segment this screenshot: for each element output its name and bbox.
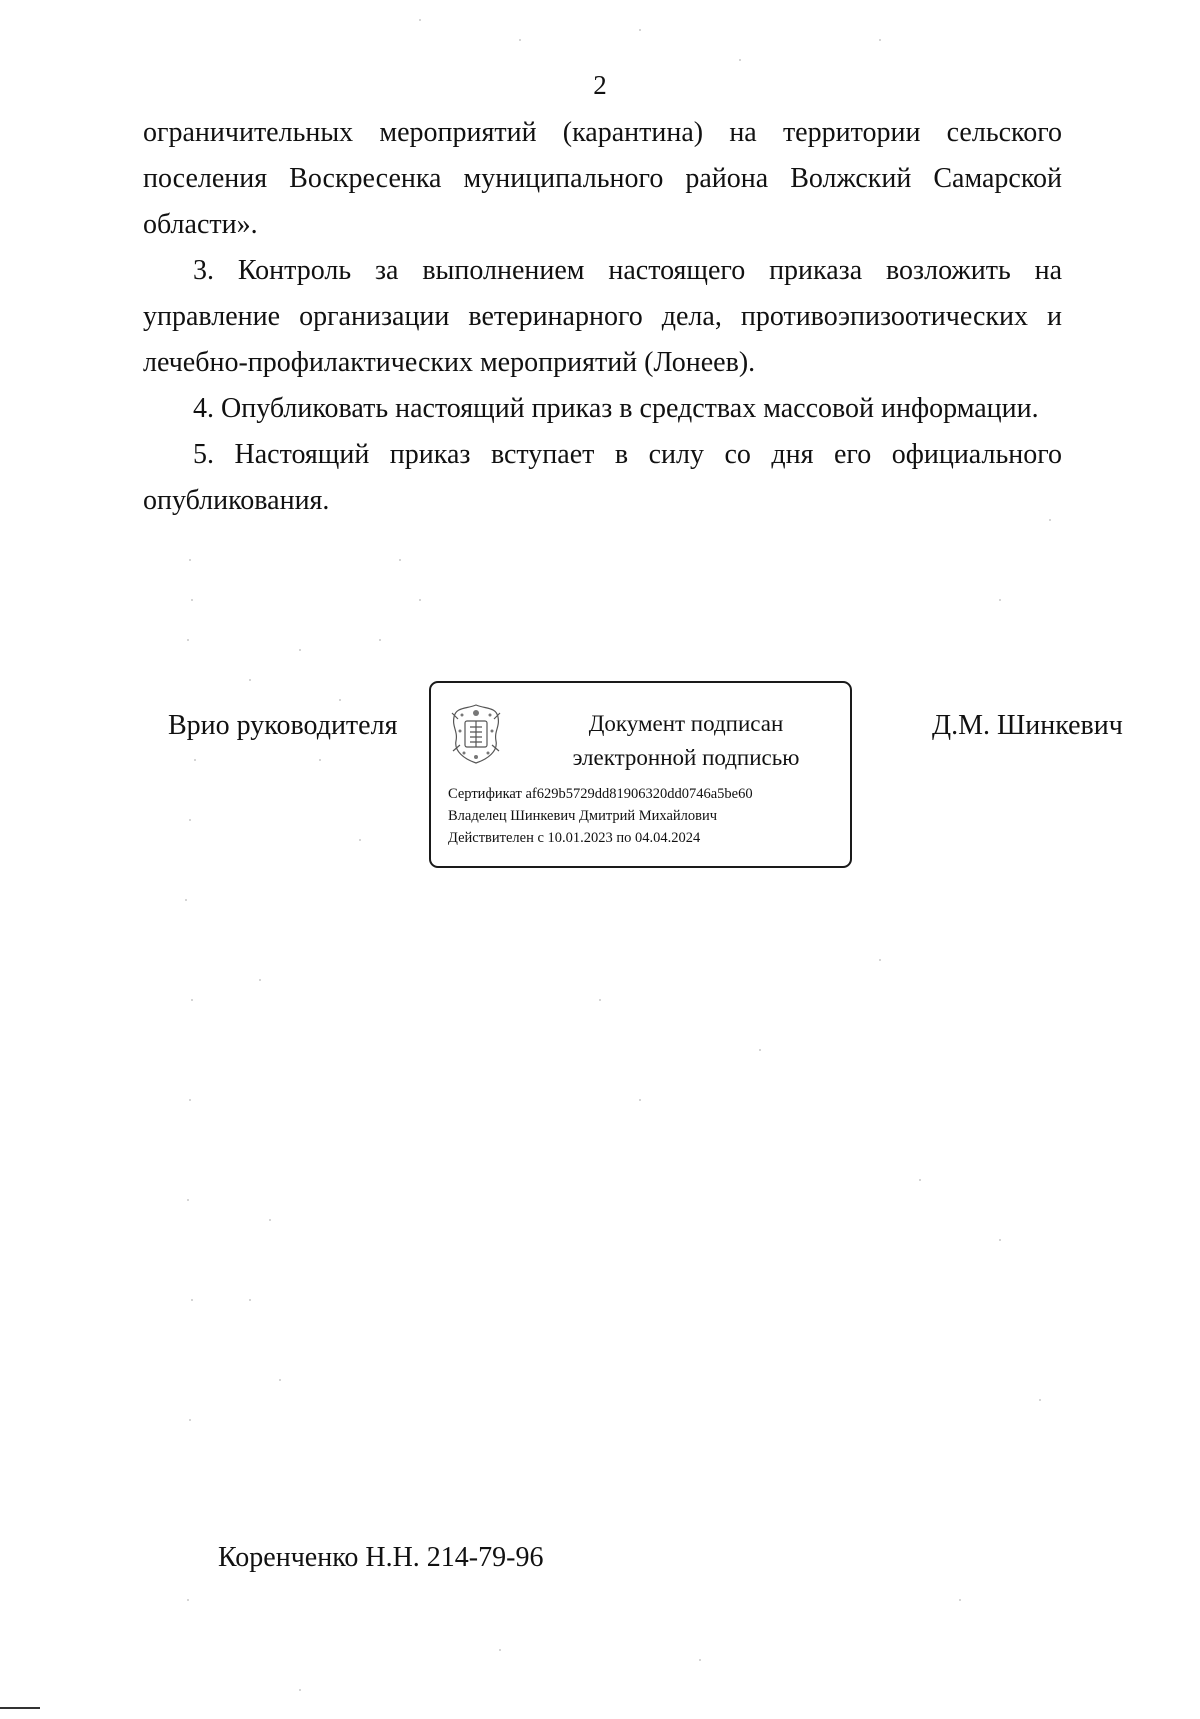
- paragraph-3: 3. Контроль за выполнением настоящего приказа возложить на управление организации ветеринарного дела, противоэпизоотических и лечебно-профилактических мероприятий (Лонеев).: [143, 255, 1062, 378]
- signer-position: Врио руководителя: [168, 710, 398, 741]
- esign-owner: Владелец Шинкевич Дмитрий Михайлович: [448, 808, 718, 824]
- paragraph-continuation: ограничительных мероприятий (карантина) на территории сельского поселения Воскресенка муниципального района Волжский Самарской области».: [143, 117, 1062, 240]
- signer-name: Д.М. Шинкевич: [932, 710, 1123, 741]
- executor-contact: Коренченко Н.Н. 214-79-96: [218, 1542, 544, 1573]
- esign-title-line2: электронной подписью: [572, 745, 800, 770]
- document-body: [143, 110, 1062, 524]
- esign-certificate: Сертификат af629b5729dd81906320dd0746a5be60: [448, 786, 753, 802]
- electronic-signature-stamp: [429, 681, 852, 868]
- scan-edge-mark: [0, 1707, 40, 1709]
- coat-of-arms-icon: [448, 701, 504, 767]
- esign-details: [448, 783, 753, 849]
- paragraph-4: 4. Опубликовать настоящий приказ в средствах массовой информации.: [193, 393, 1039, 424]
- esign-title-line1: Документ подписан: [588, 711, 784, 736]
- esign-title: [531, 707, 841, 775]
- page-number: 2: [593, 70, 607, 100]
- paragraph-5: 5. Настоящий приказ вступает в силу со дня его официального опубликования.: [143, 439, 1062, 516]
- esign-validity: Действителен с 10.01.2023 по 04.04.2024: [448, 830, 701, 846]
